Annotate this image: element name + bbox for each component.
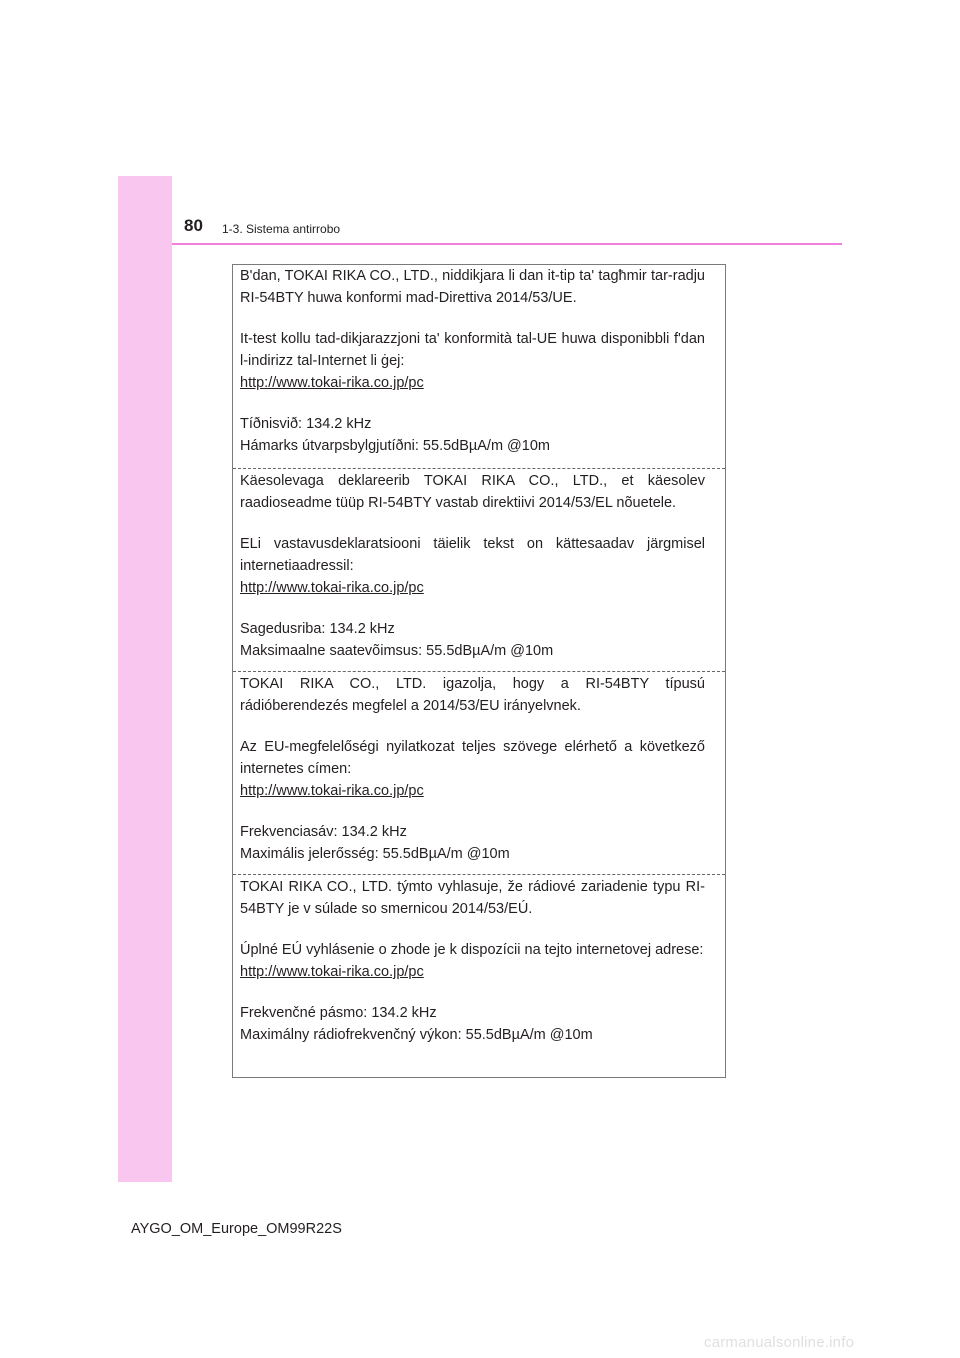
declaration-link[interactable]: http://www.tokai-rika.co.jp/pc	[240, 375, 424, 391]
block-frequency: Frekvenčné pásmo: 134.2 kHz	[240, 1005, 437, 1021]
page-side-tab	[118, 176, 172, 1182]
block-text: Úplné EÚ vyhlásenie o zhode je k dispozícii na tejto internetovej adrese:	[240, 942, 704, 958]
block-intro: B'dan, TOKAI RIKA CO., LTD., niddikjara li dan it-tip ta' tagħmir tar-radju RI-54BTY huwa konformi mad-Direttiva 2014/53/UE.	[240, 268, 705, 306]
block-power: Maximális jelerősség: 55.5dBµA/m @10m	[240, 846, 510, 862]
block-text: It-test kollu tad-dikjarazzjoni ta' konformità tal-UE huwa disponibbli f'dan l-indirizz tal-Internet li ġej:	[240, 331, 705, 369]
block-intro: TOKAI RIKA CO., LTD. igazolja, hogy a RI-54BTY típusú rádióberendezés megfelel a 2014/53/EU irányelvnek.	[240, 676, 705, 714]
block-frequency: Tíðnisvið: 134.2 kHz	[240, 416, 372, 432]
declaration-block-hungarian	[233, 671, 725, 874]
declaration-link[interactable]: http://www.tokai-rika.co.jp/pc	[240, 964, 424, 980]
block-frequency: Frekvenciasáv: 134.2 kHz	[240, 824, 407, 840]
block-power: Maximálny rádiofrekvenčný výkon: 55.5dBµA/m @10m	[240, 1027, 593, 1043]
site-watermark: carmanualsonline.info	[704, 1334, 855, 1351]
declaration-block-slovak	[233, 874, 725, 1077]
declaration-box	[232, 264, 726, 1078]
declaration-block-maltese	[233, 265, 725, 468]
declaration-link[interactable]: http://www.tokai-rika.co.jp/pc	[240, 783, 424, 799]
block-text: Az EU-megfelelőségi nyilatkozat teljes szövege elérhető a következő internetes címen:	[240, 739, 705, 777]
document-code: AYGO_OM_Europe_OM99R22S	[131, 1221, 342, 1237]
header-rule	[172, 243, 842, 245]
block-intro: TOKAI RIKA CO., LTD. týmto vyhlasuje, že rádiové zariadenie typu RI-54BTY je v súlade so smernicou 2014/53/EÚ.	[240, 879, 705, 917]
block-intro: Käesolevaga deklareerib TOKAI RIKA CO., LTD., et käesolev raadioseadme tüüp RI-54BTY vastab direktiivi 2014/53/EL nõuetele.	[240, 473, 705, 511]
block-frequency: Sagedusriba: 134.2 kHz	[240, 621, 395, 637]
declaration-block-estonian	[233, 468, 725, 671]
block-power: Hámarks útvarpsbylgjutíðni: 55.5dBµA/m @10m	[240, 438, 550, 454]
page-number: 80	[184, 216, 203, 235]
section-title: 1-3. Sistema antirrobo	[222, 222, 341, 236]
block-power: Maksimaalne saatevõimsus: 55.5dBµA/m @10m	[240, 643, 554, 659]
block-text: ELi vastavusdeklaratsiooni täielik tekst on kättesaadav järgmisel internetiaadressil:	[240, 536, 705, 574]
declaration-link[interactable]: http://www.tokai-rika.co.jp/pc	[240, 580, 424, 596]
